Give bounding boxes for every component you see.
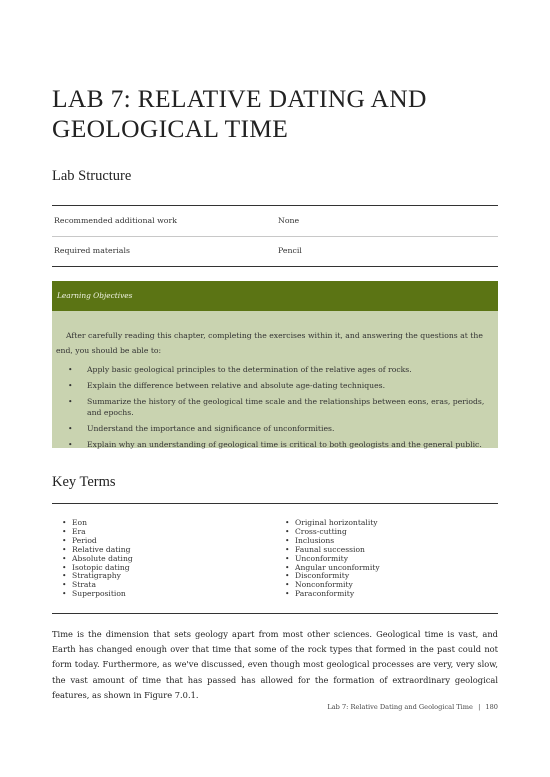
footer-separator: |: [478, 703, 481, 711]
page-number: 180: [485, 703, 498, 711]
table-row-value: None: [278, 216, 300, 225]
list-item: • Understand the importance and significance of unconformities.: [68, 424, 335, 433]
body-paragraph: Time is the dimension that sets geology apart from most other sciences. Geological time is vast, and Earth has changed enough over that time that some of the rock types that formed in the past could not form today. Furthermore, as we've discussed, even though most geological processes are very, very slow, the vast amount of time that has passed has allowed for the formation of extraordinary geological features, as shown in Figure 7.0.1.: [52, 629, 498, 700]
list-item: • Inclusions: [285, 535, 335, 545]
key-terms-bottom-rule: [52, 613, 498, 614]
learning-objectives-list: [52, 364, 498, 455]
key-terms-left-list: [62, 519, 133, 599]
lab-structure-heading: Lab Structure: [52, 168, 132, 184]
list-item: • Relative dating: [62, 544, 131, 554]
list-item: • Cross-cutting: [285, 526, 347, 536]
table-row-label: Recommended additional work: [54, 216, 177, 225]
list-item: • Summarize the history of the geological time scale and the relationships between eons, eras, periods, and epochs.: [68, 397, 485, 417]
list-item: • Absolute dating: [62, 553, 133, 563]
page-title: LAB 7: RELATIVE DATING AND GEOLOGICAL TIME: [52, 84, 427, 143]
list-item: • Strata: [62, 580, 96, 590]
table-row-value: Pencil: [278, 246, 302, 255]
key-terms-right-list: [285, 519, 380, 599]
list-item: • Unconformity: [285, 553, 348, 563]
list-item: • Period: [62, 535, 97, 545]
page-footer: [327, 703, 498, 711]
list-item: • Eon: [62, 518, 88, 527]
list-item: • Explain the difference between relative and absolute age-dating techniques.: [68, 381, 386, 390]
list-item: • Angular unconformity: [285, 562, 380, 572]
list-item: • Apply basic geological principles to the determination of the relative ages of rocks.: [68, 365, 412, 374]
list-item: • Nonconformity: [285, 580, 353, 590]
list-item: • Era: [62, 526, 86, 536]
learning-objectives-box: [52, 311, 498, 448]
key-terms-heading: Key Terms: [52, 474, 116, 490]
list-item: • Disconformity: [285, 571, 350, 581]
list-item: • Original horizontality: [285, 518, 378, 527]
list-item: • Explain why an understanding of geological time is critical to both geologists and the general public.: [68, 440, 482, 449]
list-item: • Superposition: [62, 589, 126, 599]
footer-running-title: Lab 7: Relative Dating and Geological Time: [327, 703, 473, 711]
table-bottom-rule: [52, 266, 498, 267]
list-item: • Stratigraphy: [62, 571, 121, 581]
table-row-divider: [52, 236, 498, 237]
list-item: • Isotopic dating: [62, 562, 130, 572]
key-terms-top-rule: [52, 503, 498, 504]
table-top-rule: [52, 205, 498, 206]
learning-objectives-intro: After carefully reading this chapter, completing the exercises within it, and answering the questions at the end, you should be able to:: [56, 331, 483, 355]
table-row-label: Required materials: [54, 246, 130, 255]
list-item: • Paraconformity: [285, 589, 355, 599]
learning-objectives-title: Learning Objectives: [57, 291, 133, 300]
list-item: • Faunal succession: [285, 544, 365, 554]
learning-objectives-header: [52, 281, 498, 311]
